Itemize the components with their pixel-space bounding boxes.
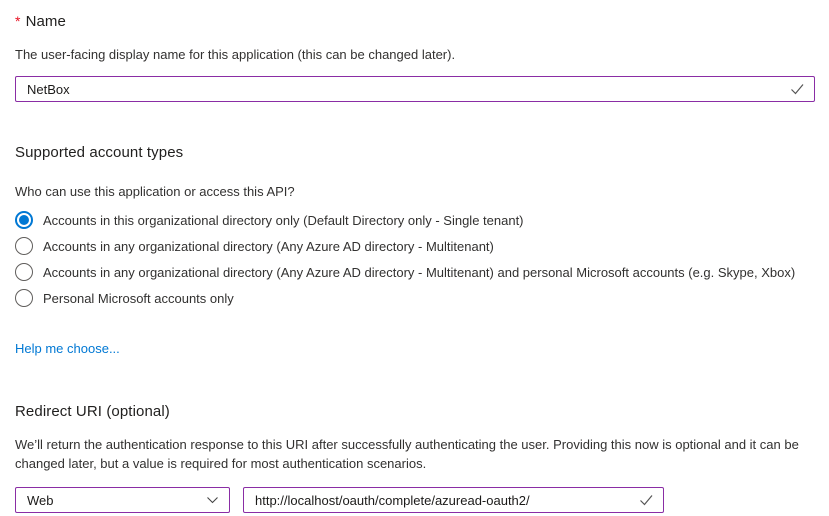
radio-button[interactable]: [15, 211, 33, 229]
radio-option-multitenant[interactable]: [15, 237, 815, 255]
radio-option-multitenant-personal[interactable]: [15, 263, 815, 281]
radio-option-label: Accounts in any organizational directory (Any Azure AD directory - Multitenant): [43, 238, 494, 254]
help-me-choose-link[interactable]: Help me choose...: [15, 341, 120, 356]
account-types-question: Who can use this application or access this API?: [15, 184, 295, 199]
name-input[interactable]: [16, 77, 814, 101]
radio-option-label: Accounts in any organizational directory (Any Azure AD directory - Multitenant) and personal Microsoft accounts (e.g. Skype, Xbox): [43, 264, 796, 280]
radio-button[interactable]: [15, 237, 33, 255]
required-asterisk: *: [15, 13, 21, 29]
redirect-uri-field-container: [243, 487, 664, 513]
radio-option-personal-only[interactable]: [15, 289, 815, 307]
name-label: Name: [25, 13, 66, 30]
name-section-heading: [15, 0, 815, 32]
redirect-uri-heading: Redirect URI (optional): [15, 403, 170, 420]
redirect-uri-row: [15, 487, 815, 513]
supported-account-types-heading: Supported account types: [15, 144, 184, 161]
radio-option-label: Personal Microsoft accounts only: [43, 290, 234, 306]
name-description: The user-facing display name for this application (this can be changed later).: [15, 47, 456, 62]
redirect-uri-input[interactable]: [244, 488, 663, 512]
platform-selected-value: Web: [27, 492, 54, 508]
radio-button[interactable]: [15, 289, 33, 307]
radio-button[interactable]: [15, 263, 33, 281]
platform-select[interactable]: [15, 487, 230, 513]
radio-option-label: Accounts in this organizational directory only (Default Directory only - Single tenant): [43, 212, 524, 228]
chevron-down-icon: [205, 493, 220, 508]
redirect-uri-description: We’ll return the authentication response to this URI after successfully authenticating the user. Providing this now is optional and it can be changed later, but a value is required for most authentication scenarios.: [15, 437, 799, 471]
name-field-container: [15, 76, 815, 102]
radio-option-single-tenant[interactable]: [15, 211, 815, 229]
account-types-radio-group: [15, 211, 815, 307]
